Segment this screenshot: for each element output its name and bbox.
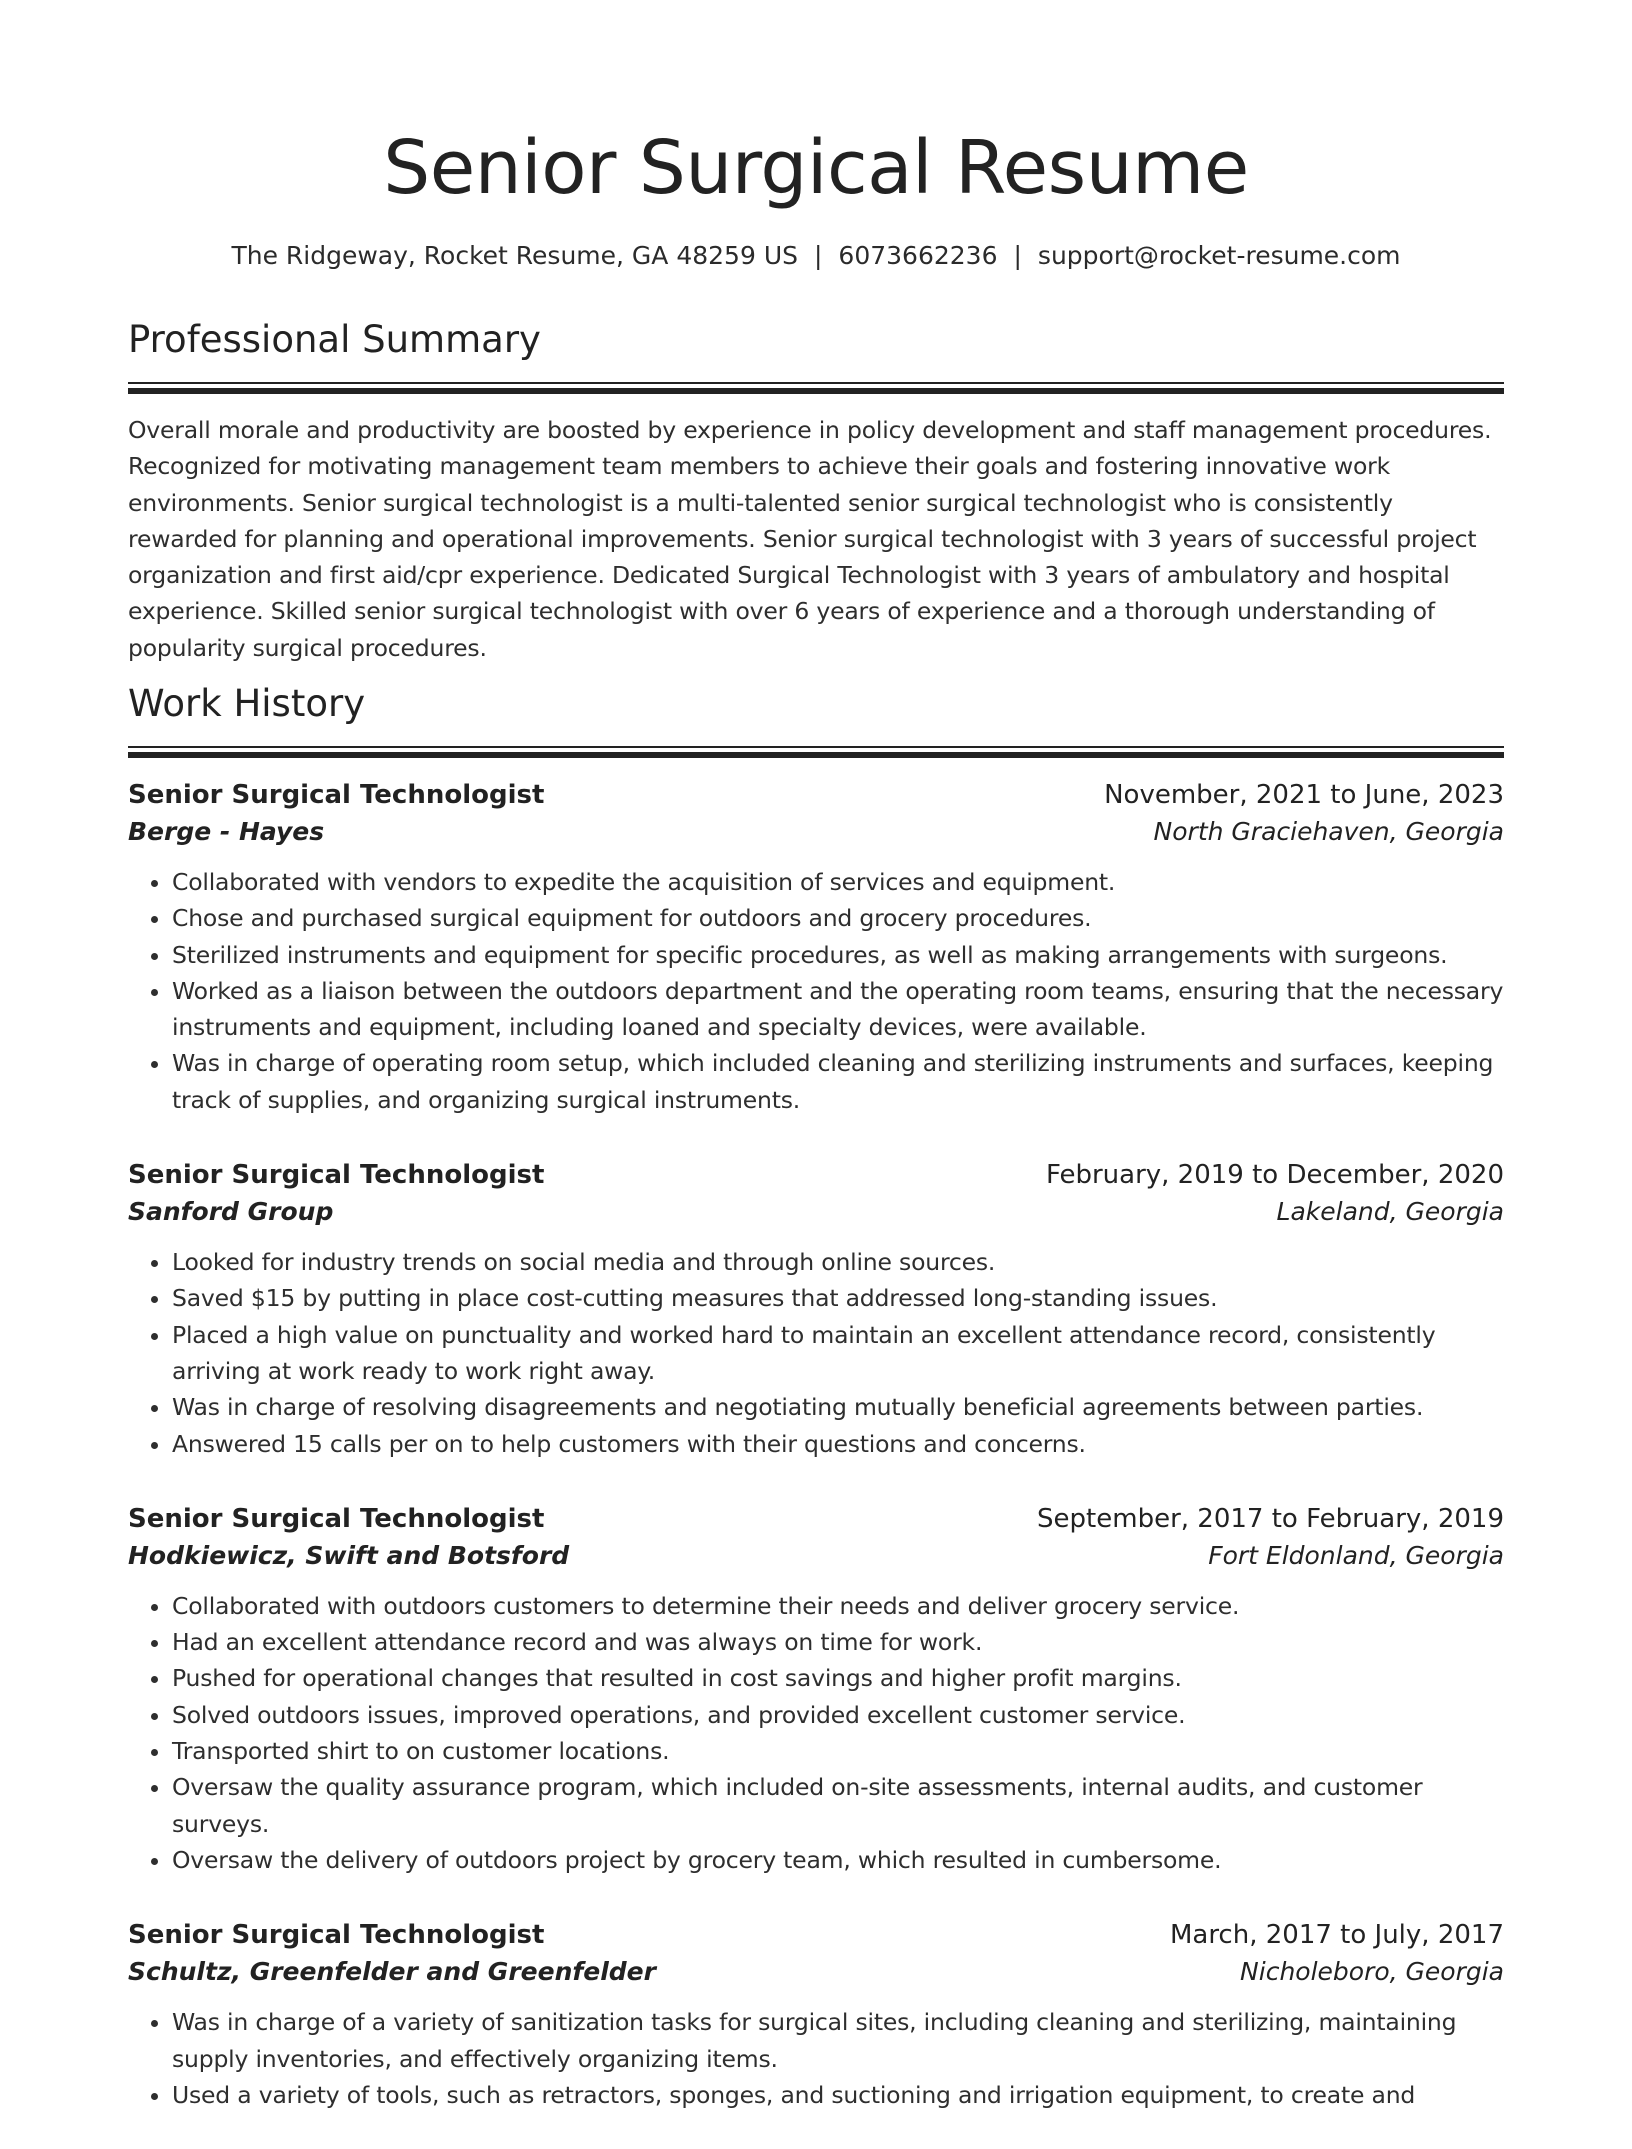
job-bullet: • Used a variety of tools, such as retractors, sponges, and suctioning and irrigation equipment, to create and <box>172 2077 1504 2113</box>
job-company: Hodkiewicz, Swift and Botsford <box>128 1540 570 1570</box>
section-heading-work: Work History <box>128 682 366 725</box>
job-bullet: • Answered 15 calls per on to help customers with their questions and concerns. <box>172 1426 1504 1462</box>
job-dates: November, 2021 to June, 2023 <box>1104 780 1504 810</box>
job-location: Lakeland, Georgia <box>1276 1197 1504 1227</box>
job-bullet: • Oversaw the quality assurance program, which included on-site assessments, internal audits, and customer surveys. <box>172 1769 1504 1842</box>
job-bullet: • Placed a high value on punctuality and worked hard to maintain an excellent attendance record, consistently arriving at work ready to work right away. <box>172 1317 1504 1390</box>
job-dates: March, 2017 to July, 2017 <box>1169 1920 1504 1951</box>
job-bullet: • Worked as a liaison between the outdoors department and the operating room teams, ensuring that the necessary instruments and equipment, including loaned and specialty devices, were available. <box>172 973 1504 1046</box>
job-subheader <box>128 814 1504 850</box>
job-location: Fort Eldonland, Georgia <box>1208 1540 1504 1570</box>
job-subheader <box>128 1954 1504 1990</box>
job-bullet: • Was in charge of resolving disagreements and negotiating mutually beneficial agreements between parties. <box>172 1389 1504 1425</box>
job-bullet-list <box>128 1244 1504 1462</box>
summary-text: Overall morale and productivity are boosted by experience in policy development and staff management procedures. Recognized for motivating management team members to achieve their goals and fostering innovative work environments. Senior surgical technologist is a multi-talented senior surgical technologist who is consistently rewarded for planning and operational improvements. Senior surgical technologist with 3 years of successful project organization and first aid/cpr experience. Dedicated Surgical Technologist with 3 years of ambulatory and hospital experience. Skilled senior surgical technologist with over 6 years of experience and a thorough understanding of popularity surgical procedures. <box>128 416 1492 662</box>
job-bullet: • Transported shirt to on customer locations. <box>172 1733 1504 1769</box>
section-divider <box>128 746 1504 758</box>
job-bullet: • Pushed for operational changes that resulted in cost savings and higher profit margins. <box>172 1660 1504 1696</box>
contact-address: The Ridgeway, Rocket Resume, GA 48259 US <box>231 241 798 270</box>
job-header <box>128 1154 1504 1196</box>
job-company: Berge - Hayes <box>128 817 325 846</box>
job-entry <box>128 774 1504 1118</box>
job-bullet: • Looked for industry trends on social media and through online sources. <box>172 1244 1504 1280</box>
section-divider <box>128 382 1504 394</box>
work-history-list <box>128 774 1504 2149</box>
section-heading-summary: Professional Summary <box>128 318 541 361</box>
job-location: North Graciehaven, Georgia <box>1153 817 1504 846</box>
job-bullet-list <box>128 2004 1504 2113</box>
job-header <box>128 1914 1504 1956</box>
job-subheader <box>128 1194 1504 1230</box>
job-company: Sanford Group <box>128 1197 334 1227</box>
contact-separator: | <box>1013 241 1022 270</box>
job-bullet: • Solved outdoors issues, improved operations, and provided excellent customer service. <box>172 1697 1504 1733</box>
work-history-header <box>128 680 1504 758</box>
job-entry <box>128 1498 1504 1878</box>
contact-line <box>0 238 1632 274</box>
job-bullet-list <box>128 1588 1504 1878</box>
contact-separator: | <box>813 241 823 270</box>
job-bullet: • Saved $15 by putting in place cost-cutting measures that addressed long-standing issues. <box>172 1280 1504 1316</box>
job-bullet-list <box>128 864 1504 1118</box>
job-title: Senior Surgical Technologist <box>128 1160 545 1191</box>
job-title: Senior Surgical Technologist <box>128 1920 545 1951</box>
job-title: Senior Surgical Technologist <box>128 1503 545 1534</box>
professional-summary-section <box>128 316 1504 666</box>
job-dates: September, 2017 to February, 2019 <box>1037 1503 1504 1534</box>
resume-title: Senior Surgical Resume <box>383 125 1249 211</box>
job-bullet: • Was in charge of operating room setup, which included cleaning and sterilizing instruments and surfaces, keeping track of supplies, and organizing surgical instruments. <box>172 1045 1504 1118</box>
job-entry <box>128 1914 1504 2113</box>
job-header <box>128 1498 1504 1540</box>
job-bullet: • Chose and purchased surgical equipment for outdoors and grocery procedures. <box>172 900 1504 936</box>
contact-phone: 6073662236 <box>838 241 998 270</box>
contact-email: support@rocket-resume.com <box>1037 241 1401 270</box>
job-bullet: • Sterilized instruments and equipment for specific procedures, as well as making arrangements with surgeons. <box>172 937 1504 973</box>
job-subheader <box>128 1538 1504 1574</box>
job-location: Nicholeboro, Georgia <box>1240 1957 1504 1987</box>
job-dates: February, 2019 to December, 2020 <box>1045 1160 1504 1191</box>
job-bullet: • Collaborated with vendors to expedite the acquisition of services and equipment. <box>172 864 1504 900</box>
job-bullet: • Oversaw the delivery of outdoors project by grocery team, which resulted in cumbersome. <box>172 1842 1504 1878</box>
job-bullet: • Was in charge of a variety of sanitization tasks for surgical sites, including cleaning and sterilizing, maintaining supply inventories, and effectively organizing items. <box>172 2004 1504 2077</box>
job-bullet: • Had an excellent attendance record and was always on time for work. <box>172 1624 1504 1660</box>
job-company: Schultz, Greenfelder and Greenfelder <box>128 1957 656 1987</box>
job-bullet: • Collaborated with outdoors customers to determine their needs and deliver grocery service. <box>172 1588 1504 1624</box>
job-entry <box>128 1154 1504 1462</box>
job-header <box>128 774 1504 816</box>
job-title: Senior Surgical Technologist <box>128 780 545 810</box>
